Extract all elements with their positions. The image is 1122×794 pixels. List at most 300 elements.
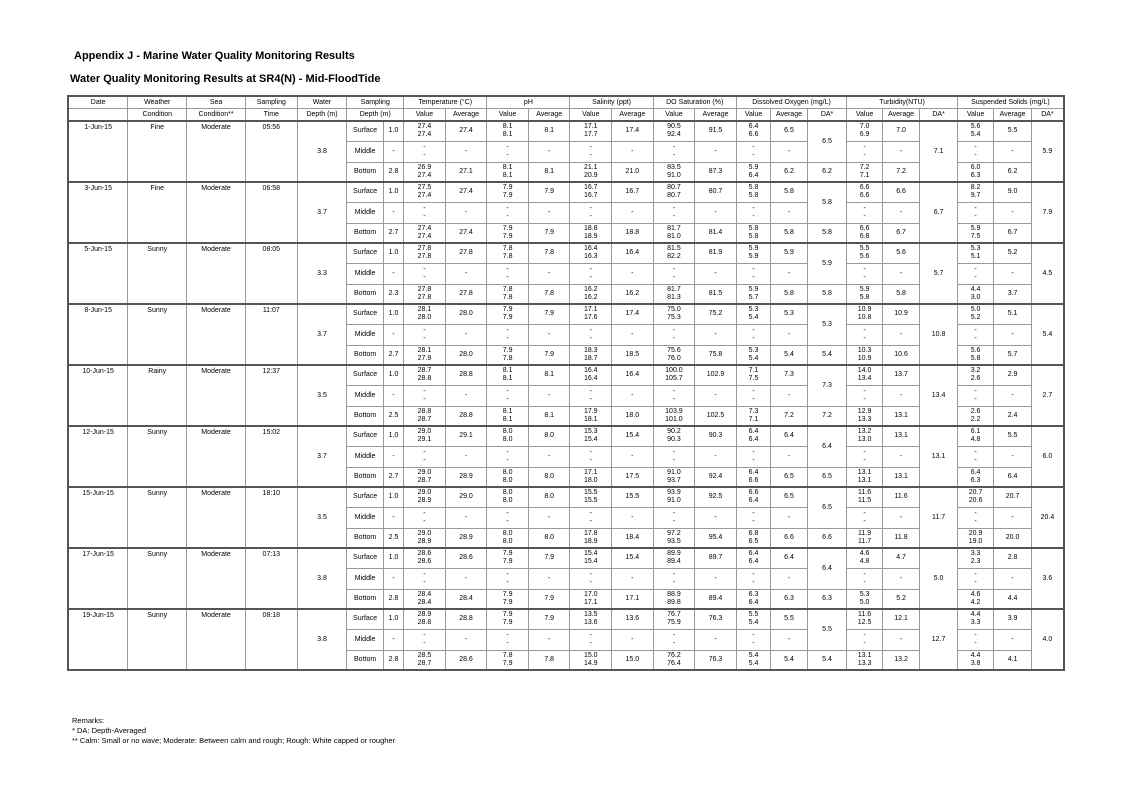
sal-value-cell-2: - xyxy=(589,212,592,220)
depth-label-cell: Surface xyxy=(347,243,384,263)
tur-value-cell-2: 5.8 xyxy=(859,293,870,301)
tur-value-cell-1: - xyxy=(863,509,866,517)
dosat-value-cell-1: - xyxy=(672,631,676,639)
do-value-cell xyxy=(736,609,770,629)
tur-da-cell: 12.7 xyxy=(920,609,958,670)
temp-value-cell-2: 27.4 xyxy=(417,192,432,200)
dosat-average-cell: 89.7 xyxy=(695,548,737,568)
tur-value-cell-1: - xyxy=(863,631,866,639)
ss-value-cell-2: - xyxy=(974,395,977,403)
tur-average-cell: 7.0 xyxy=(882,121,920,141)
dosat-value-cell-1: 90.5 xyxy=(667,123,681,131)
temp-average-cell: - xyxy=(445,446,487,467)
ss-value-cell-1: - xyxy=(974,265,977,273)
col-sampling-depth-sub: Depth (m) xyxy=(347,109,404,122)
tur-value-cell-1: 10.9 xyxy=(857,306,872,314)
tur-value-cell xyxy=(847,202,882,223)
sal-value-cell-1: 18.3 xyxy=(583,346,598,354)
temp-value-cell-1: 27.8 xyxy=(417,245,432,253)
temp-value-cell-1: 27.8 xyxy=(417,285,432,293)
do-value-cell xyxy=(736,284,770,304)
header-row-1 xyxy=(68,96,1064,109)
water-depth-cell: 3.7 xyxy=(297,304,347,365)
tur-value-cell-2: 10.8 xyxy=(857,314,872,322)
dosat-value-cell-2: 105.7 xyxy=(665,375,683,383)
date-cell: 8-Jun-15 xyxy=(68,304,128,365)
sampling-depth-cell: 2.5 xyxy=(383,528,403,548)
temp-value-cell-1: 28.4 xyxy=(417,590,432,598)
sal-average-cell: - xyxy=(612,446,654,467)
dosat-average-cell: 102.9 xyxy=(695,365,737,385)
dosat-average-cell: 95.4 xyxy=(695,528,737,548)
temp-value-cell-1: - xyxy=(423,570,426,578)
ss-value-cell-2: 2.3 xyxy=(970,558,981,566)
tur-average-cell: - xyxy=(882,629,920,650)
temp-average-cell: 27.1 xyxy=(445,162,487,182)
dosat-value-cell xyxy=(653,650,695,670)
dosat-average-cell: 92.5 xyxy=(695,487,737,507)
date-cell: 15-Jun-15 xyxy=(68,487,128,548)
temp-average-cell: 28.8 xyxy=(445,406,487,426)
sampling-depth-cell: 1.0 xyxy=(383,487,403,507)
sal-value-cell-2: 15.4 xyxy=(583,558,598,566)
do-da-cell: 6.4 xyxy=(807,548,847,589)
ph-value-cell xyxy=(487,446,529,467)
do-average-cell: 5.4 xyxy=(771,345,808,365)
ph-value-cell-1: 7.9 xyxy=(502,611,513,619)
ss-value-cell xyxy=(957,507,994,528)
ph-value-cell-1: - xyxy=(506,509,509,517)
ph-value-cell xyxy=(487,284,529,304)
do-average-cell: 5.4 xyxy=(771,650,808,670)
ph-value-cell xyxy=(487,324,529,345)
ss-value-cell-2: 5.8 xyxy=(970,354,981,362)
do-average-cell: 5.3 xyxy=(771,304,808,324)
temp-value-cell-2: 28.0 xyxy=(417,314,432,322)
do-value-cell-2: - xyxy=(752,578,755,586)
do-value-cell xyxy=(736,507,770,528)
dosat-value-cell-2: - xyxy=(672,151,676,159)
ph-average-cell: 7.9 xyxy=(528,304,570,324)
tur-value-cell xyxy=(847,162,882,182)
tur-value-cell xyxy=(847,406,882,426)
temp-value-cell-1: 26.9 xyxy=(417,163,432,171)
water-depth-cell: 3.8 xyxy=(297,609,347,670)
ss-value-cell-1: 4.4 xyxy=(970,651,981,659)
dosat-value-cell xyxy=(653,141,695,162)
depth-label-cell: Bottom xyxy=(347,284,384,304)
temp-value-cell-2: 28.7 xyxy=(417,476,432,484)
ss-value-cell-1: 2.6 xyxy=(970,407,981,415)
dosat-value-cell-1: 81.5 xyxy=(667,245,681,253)
depth-label-cell: Bottom xyxy=(347,650,384,670)
dosat-value-cell-2: 91.0 xyxy=(667,497,681,505)
col-dosat-value: Value xyxy=(653,109,695,122)
tur-value-cell-1: 5.3 xyxy=(859,590,870,598)
dosat-value-cell-2: 92.4 xyxy=(667,131,681,139)
weather-cell: Fine xyxy=(128,121,187,182)
table-row-surface xyxy=(68,609,1064,629)
tur-value-cell-1: - xyxy=(863,448,866,456)
temp-value-cell xyxy=(404,223,446,243)
depth-label-cell: Middle xyxy=(347,263,384,284)
ph-value-cell xyxy=(487,243,529,263)
col-ss-average: Average xyxy=(994,109,1032,122)
sampling-depth-cell: 1.0 xyxy=(383,365,403,385)
sal-value-cell xyxy=(570,609,612,629)
sal-average-cell: 15.4 xyxy=(612,548,654,568)
sal-average-cell: - xyxy=(612,324,654,345)
temp-value-cell xyxy=(404,568,446,589)
do-value-cell-2: 6.6 xyxy=(748,131,759,139)
date-cell: 1-Jun-15 xyxy=(68,121,128,182)
ss-value-cell-1: - xyxy=(974,143,977,151)
dosat-value-cell xyxy=(653,507,695,528)
ss-value-cell xyxy=(957,650,994,670)
do-value-cell-1: 5.8 xyxy=(748,224,759,232)
do-value-cell-2: - xyxy=(752,151,755,159)
sal-value-cell xyxy=(570,446,612,467)
do-value-cell-1: 6.4 xyxy=(748,550,759,558)
do-value-cell xyxy=(736,467,770,487)
ph-average-cell: 7.9 xyxy=(528,609,570,629)
do-value-cell xyxy=(736,528,770,548)
ss-value-cell-1: - xyxy=(974,509,977,517)
ph-value-cell-2: 8.1 xyxy=(502,171,513,179)
ph-value-cell xyxy=(487,223,529,243)
col-temp-value: Value xyxy=(404,109,446,122)
sampling-depth-cell: - xyxy=(383,568,403,589)
temp-average-cell: - xyxy=(445,568,487,589)
sal-value-cell xyxy=(570,121,612,141)
sampling-time-cell: 06:58 xyxy=(245,182,297,243)
tur-value-cell-1: 13.1 xyxy=(857,468,872,476)
temp-average-cell: 28.0 xyxy=(445,345,487,365)
ph-value-cell-2: 7.9 xyxy=(502,558,513,566)
tur-value-cell-2: - xyxy=(863,212,866,220)
temp-average-cell: 28.9 xyxy=(445,467,487,487)
dosat-value-cell xyxy=(653,467,695,487)
sampling-depth-cell: 1.0 xyxy=(383,304,403,324)
do-value-cell-1: - xyxy=(752,387,755,395)
temp-value-cell-2: - xyxy=(423,578,426,586)
sal-average-cell: - xyxy=(612,141,654,162)
do-average-cell: 6.5 xyxy=(771,467,808,487)
dosat-value-cell-1: 89.9 xyxy=(667,550,681,558)
sal-value-cell-1: - xyxy=(589,326,592,334)
ss-da-cell: 20.4 xyxy=(1031,487,1064,548)
temp-value-cell xyxy=(404,406,446,426)
do-value-cell-1: - xyxy=(752,265,755,273)
dosat-value-cell-2: 80.7 xyxy=(667,192,681,200)
ph-value-cell-2: - xyxy=(506,334,509,342)
ss-value-cell xyxy=(957,548,994,568)
tur-average-cell: 11.6 xyxy=(882,487,920,507)
table-row-surface xyxy=(68,426,1064,446)
dosat-value-cell-2: 75.9 xyxy=(667,619,681,627)
sea-condition-cell: Moderate xyxy=(187,365,246,426)
ph-average-cell: - xyxy=(528,324,570,345)
table-row-surface xyxy=(68,243,1064,263)
do-value-cell-2: 6.4 xyxy=(748,171,759,179)
sal-value-cell xyxy=(570,487,612,507)
sampling-time-cell: 11:07 xyxy=(245,304,297,365)
sal-value-cell-1: 15.5 xyxy=(583,489,598,497)
ss-value-cell-1: 5.6 xyxy=(970,346,981,354)
temp-value-cell xyxy=(404,162,446,182)
do-da-cell: 5.5 xyxy=(807,609,847,650)
do-value-cell-2: 5.8 xyxy=(748,192,759,200)
dosat-value-cell-2: 76.4 xyxy=(667,659,681,667)
tur-value-cell xyxy=(847,385,882,406)
sal-value-cell-1: 17.8 xyxy=(583,529,598,537)
ss-value-cell-1: - xyxy=(974,387,977,395)
tur-value-cell-1: 6.6 xyxy=(859,184,870,192)
tur-da-cell: 5.7 xyxy=(920,243,958,304)
temp-value-cell xyxy=(404,141,446,162)
temp-value-cell-1: 28.1 xyxy=(417,306,432,314)
depth-label-cell: Bottom xyxy=(347,528,384,548)
ph-value-cell xyxy=(487,162,529,182)
dosat-value-cell-2: 101.0 xyxy=(665,415,683,423)
ss-value-cell-1: - xyxy=(974,204,977,212)
tur-value-cell-2: - xyxy=(863,395,866,403)
ss-average-cell: 4.4 xyxy=(994,589,1032,609)
temp-average-cell: - xyxy=(445,629,487,650)
ph-average-cell: - xyxy=(528,141,570,162)
do-average-cell: 5.8 xyxy=(771,223,808,243)
sal-average-cell: 18.4 xyxy=(612,528,654,548)
ph-value-cell-2: 8.0 xyxy=(502,476,513,484)
sal-value-cell-1: 17.1 xyxy=(583,306,598,314)
sal-value-cell xyxy=(570,202,612,223)
ph-value-cell xyxy=(487,202,529,223)
temp-value-cell-1: - xyxy=(423,204,426,212)
sal-value-cell-1: - xyxy=(589,631,592,639)
col-sampling-time: Sampling xyxy=(245,96,297,109)
do-value-cell-1: 5.4 xyxy=(748,651,759,659)
do-da-cell: 5.3 xyxy=(807,304,847,345)
depth-label-cell: Bottom xyxy=(347,345,384,365)
do-da-cell: 6.4 xyxy=(807,426,847,467)
ss-value-cell-1: 5.6 xyxy=(970,123,981,131)
ph-average-cell: 8.1 xyxy=(528,365,570,385)
sal-value-cell-1: 16.2 xyxy=(583,285,598,293)
dosat-value-cell-2: 81.3 xyxy=(667,293,681,301)
temp-average-cell: 28.8 xyxy=(445,365,487,385)
sal-value-cell-2: 16.3 xyxy=(583,253,598,261)
ph-average-cell: 8.1 xyxy=(528,162,570,182)
temp-value-cell-2: 27.8 xyxy=(417,293,432,301)
temp-average-cell: - xyxy=(445,202,487,223)
depth-label-cell: Middle xyxy=(347,385,384,406)
do-value-cell-1: 5.9 xyxy=(748,285,759,293)
dosat-average-cell: - xyxy=(695,202,737,223)
sampling-depth-cell: - xyxy=(383,202,403,223)
sal-average-cell: 21.0 xyxy=(612,162,654,182)
ss-value-cell-1: 4.6 xyxy=(970,590,981,598)
temp-value-cell xyxy=(404,507,446,528)
dosat-value-cell-1: - xyxy=(672,387,676,395)
do-value-cell-1: 7.3 xyxy=(748,407,759,415)
tur-value-cell xyxy=(847,568,882,589)
ss-value-cell xyxy=(957,406,994,426)
ss-value-cell-2: 5.1 xyxy=(970,253,981,261)
ph-average-cell: - xyxy=(528,629,570,650)
appendix-title: Appendix J - Marine Water Quality Monitoring Results xyxy=(74,50,355,62)
temp-value-cell-2: - xyxy=(423,517,426,525)
do-value-cell xyxy=(736,324,770,345)
temp-average-cell: - xyxy=(445,141,487,162)
tur-value-cell-1: - xyxy=(863,143,866,151)
ph-value-cell-1: - xyxy=(506,570,509,578)
do-value-cell-1: 5.9 xyxy=(748,245,759,253)
sal-value-cell-1: 17.0 xyxy=(583,590,598,598)
ph-value-cell xyxy=(487,487,529,507)
sampling-depth-cell: - xyxy=(383,629,403,650)
ss-value-cell-2: 9.7 xyxy=(970,192,981,200)
ss-average-cell: 5.2 xyxy=(994,243,1032,263)
ph-average-cell: 7.9 xyxy=(528,589,570,609)
ss-value-cell-1: 6.4 xyxy=(970,468,981,476)
ph-value-cell-2: 8.1 xyxy=(502,415,513,423)
ss-average-cell: 20.7 xyxy=(994,487,1032,507)
sampling-depth-cell: 2.8 xyxy=(383,650,403,670)
temp-value-cell xyxy=(404,324,446,345)
ph-value-cell-2: - xyxy=(506,151,509,159)
ss-value-cell-2: 5.2 xyxy=(970,314,981,322)
weather-cell: Fine xyxy=(128,182,187,243)
ph-average-cell: 8.0 xyxy=(528,487,570,507)
do-value-cell-2: 6.5 xyxy=(748,537,759,545)
dosat-value-cell-2: - xyxy=(672,395,676,403)
ss-value-cell-1: 5.9 xyxy=(970,224,981,232)
tur-da-cell: 5.0 xyxy=(920,548,958,609)
sal-value-cell xyxy=(570,345,612,365)
temp-value-cell xyxy=(404,650,446,670)
sal-value-cell-1: 17.9 xyxy=(583,407,598,415)
ph-value-cell-2: 7.9 xyxy=(502,232,513,240)
col-suspended-solids: Suspended Solids (mg/L) xyxy=(957,96,1064,109)
do-average-cell: - xyxy=(771,263,808,284)
temp-value-cell-2: 28.7 xyxy=(417,415,432,423)
tur-value-cell xyxy=(847,304,882,324)
tur-value-cell-1: 11.6 xyxy=(858,489,872,497)
dosat-value-cell-1: 90.2 xyxy=(667,428,681,436)
ss-average-cell: - xyxy=(994,446,1032,467)
ph-value-cell-1: 7.8 xyxy=(502,245,513,253)
ss-value-cell-2: 6.3 xyxy=(970,476,981,484)
dosat-value-cell-1: 81.7 xyxy=(667,285,681,293)
sal-average-cell: 18.5 xyxy=(612,345,654,365)
ph-value-cell-1: - xyxy=(506,387,509,395)
ph-average-cell: 7.8 xyxy=(528,284,570,304)
ph-value-cell xyxy=(487,263,529,284)
ss-average-cell: - xyxy=(994,568,1032,589)
do-value-cell-1: 5.3 xyxy=(748,306,759,314)
sampling-time-cell: 18:10 xyxy=(245,487,297,548)
ss-value-cell xyxy=(957,426,994,446)
sampling-depth-cell: - xyxy=(383,446,403,467)
do-value-cell-1: 6.6 xyxy=(748,489,759,497)
do-value-cell-1: 5.3 xyxy=(748,346,759,354)
sal-value-cell-1: - xyxy=(589,509,592,517)
do-average-cell: 5.5 xyxy=(771,609,808,629)
tur-value-cell-2: 5.0 xyxy=(859,598,870,606)
temp-value-cell-1: - xyxy=(423,509,426,517)
do-value-cell-2: 5.4 xyxy=(748,314,759,322)
ss-value-cell xyxy=(957,162,994,182)
tur-value-cell-1: 7.2 xyxy=(859,163,870,171)
ph-value-cell-1: 7.9 xyxy=(502,346,513,354)
dosat-value-cell xyxy=(653,426,695,446)
temp-value-cell-2: 28.6 xyxy=(417,558,432,566)
dosat-value-cell xyxy=(653,324,695,345)
ph-value-cell xyxy=(487,141,529,162)
ss-value-cell-1: - xyxy=(974,570,977,578)
do-value-cell-2: 6.4 xyxy=(748,598,759,606)
ph-average-cell: 7.9 xyxy=(528,548,570,568)
temp-value-cell xyxy=(404,121,446,141)
dosat-value-cell xyxy=(653,589,695,609)
do-value-cell xyxy=(736,345,770,365)
sal-value-cell-1: 13.5 xyxy=(583,611,598,619)
ph-value-cell xyxy=(487,426,529,446)
date-cell: 12-Jun-15 xyxy=(68,426,128,487)
temp-value-cell-1: 28.9 xyxy=(417,611,432,619)
tur-value-cell xyxy=(847,467,882,487)
weather-cell: Sunny xyxy=(128,487,187,548)
sampling-time-cell: 08:05 xyxy=(245,243,297,304)
ph-value-cell-1: 7.9 xyxy=(502,590,513,598)
sampling-depth-cell: 2.7 xyxy=(383,345,403,365)
sal-average-cell: 16.4 xyxy=(612,243,654,263)
dosat-value-cell-1: - xyxy=(672,204,676,212)
dosat-average-cell: - xyxy=(695,324,737,345)
sampling-depth-cell: 2.3 xyxy=(383,284,403,304)
dosat-value-cell xyxy=(653,385,695,406)
sal-value-cell-1: - xyxy=(589,570,592,578)
tur-average-cell: 6.6 xyxy=(882,182,920,202)
tur-average-cell: - xyxy=(882,568,920,589)
sal-average-cell: - xyxy=(612,629,654,650)
weather-cell: Rainy xyxy=(128,365,187,426)
temp-value-cell xyxy=(404,304,446,324)
ph-value-cell-1: - xyxy=(506,204,509,212)
do-average-cell: - xyxy=(771,629,808,650)
col-sal-average: Average xyxy=(612,109,654,122)
water-depth-cell: 3.3 xyxy=(297,243,347,304)
dosat-value-cell xyxy=(653,406,695,426)
sal-value-cell xyxy=(570,162,612,182)
dosat-value-cell xyxy=(653,568,695,589)
sal-value-cell-2: 18.0 xyxy=(583,476,598,484)
ph-value-cell-2: 8.0 xyxy=(502,497,513,505)
do-average-cell: - xyxy=(771,385,808,406)
tur-value-cell xyxy=(847,365,882,385)
dosat-value-cell-1: 83.5 xyxy=(667,163,681,171)
sal-value-cell-2: - xyxy=(589,639,592,647)
temp-value-cell-2: 28.7 xyxy=(417,659,432,667)
sal-value-cell-1: 15.3 xyxy=(583,428,598,436)
depth-label-cell: Middle xyxy=(347,629,384,650)
temp-value-cell xyxy=(404,284,446,304)
ph-value-cell-1: 7.9 xyxy=(502,224,513,232)
temp-value-cell-2: 27.4 xyxy=(417,171,432,179)
sal-value-cell xyxy=(570,365,612,385)
temp-value-cell-2: 28.4 xyxy=(417,598,432,606)
tur-value-cell xyxy=(847,324,882,345)
